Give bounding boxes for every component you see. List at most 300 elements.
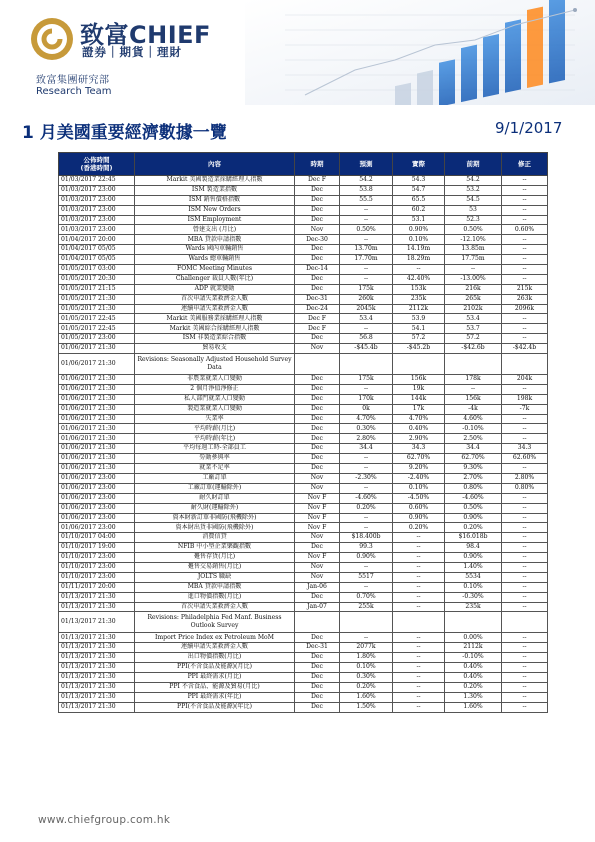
report-date: 9/1/2017 <box>495 119 563 137</box>
cell-revised: -$42.4b <box>502 344 548 354</box>
cell-revised: -- <box>502 702 548 712</box>
cell-content: 出口物價指數(月比) <box>135 653 295 663</box>
cell-revised: -- <box>502 185 548 195</box>
table-row <box>59 444 548 454</box>
table-row <box>59 672 548 682</box>
cell-period: Dec <box>295 404 340 414</box>
cell-content: PPI(不含食品及能源)(年比) <box>135 702 295 712</box>
cell-previous: 2.50% <box>445 434 502 444</box>
cell-actual: -- <box>393 562 445 572</box>
cell-period: Dec <box>295 245 340 255</box>
table-row <box>59 702 548 712</box>
cell-time: 01/13/2017 21:30 <box>59 633 135 643</box>
cell-actual: -2.40% <box>393 473 445 483</box>
cell-time: 01/05/2017 22:45 <box>59 314 135 324</box>
research-dept-cn: 致富集團研究部 <box>36 75 110 86</box>
cell-actual: 0.90% <box>393 513 445 523</box>
cell-period <box>295 354 340 375</box>
table-row <box>59 314 548 324</box>
table-row <box>59 235 548 245</box>
cell-time: 01/10/2017 23:00 <box>59 553 135 563</box>
table-header-row <box>59 153 548 176</box>
cell-previous <box>445 612 502 633</box>
cell-forecast: -- <box>340 483 393 493</box>
cell-period: Nov F <box>295 493 340 503</box>
cell-content: ISM 製造業指數 <box>135 185 295 195</box>
cell-content: 失業率 <box>135 414 295 424</box>
table-row <box>59 284 548 294</box>
cell-content: 連續申請失業救濟金人數 <box>135 643 295 653</box>
cell-forecast: 1.80% <box>340 653 393 663</box>
cell-forecast: 56.8 <box>340 334 393 344</box>
cell-content: Markit 美國製造業採購經理人指數 <box>135 176 295 186</box>
cell-forecast: 0.30% <box>340 424 393 434</box>
cell-actual: 57.2 <box>393 334 445 344</box>
cell-forecast: -- <box>340 324 393 334</box>
table-row <box>59 483 548 493</box>
cell-content: PPI 最終需求(年比) <box>135 692 295 702</box>
cell-previous: 9.30% <box>445 464 502 474</box>
cell-content: 就業不足率 <box>135 464 295 474</box>
cell-previous: -4k <box>445 404 502 414</box>
cell-time: 01/10/2017 23:00 <box>59 572 135 582</box>
cell-time: 01/13/2017 21:30 <box>59 653 135 663</box>
cell-actual: -- <box>393 543 445 553</box>
cell-content: 工廠訂單 <box>135 473 295 483</box>
cell-actual: 0.10% <box>393 235 445 245</box>
cell-content: 營建支出 (月比) <box>135 225 295 235</box>
cell-previous: 0.80% <box>445 483 502 493</box>
table-row <box>59 553 548 563</box>
cell-period: Dec F <box>295 314 340 324</box>
cell-actual: 14.19m <box>393 245 445 255</box>
page-title: 1 月美國重要經濟數據一覽 <box>22 123 227 143</box>
cell-forecast: 0k <box>340 404 393 414</box>
cell-forecast: -- <box>340 205 393 215</box>
cell-previous: 0.50% <box>445 225 502 235</box>
cell-forecast: -- <box>340 562 393 572</box>
cell-previous: 178k <box>445 375 502 385</box>
cell-revised: -- <box>502 265 548 275</box>
cell-forecast: 4.70% <box>340 414 393 424</box>
cell-revised: -- <box>502 384 548 394</box>
cell-time: 01/06/2017 21:30 <box>59 424 135 434</box>
header-banner <box>0 0 595 105</box>
cell-actual: -- <box>393 672 445 682</box>
cell-previous: 98.4 <box>445 543 502 553</box>
cell-previous: 0.50% <box>445 503 502 513</box>
cell-period: Nov F <box>295 503 340 513</box>
cell-forecast: 0.30% <box>340 672 393 682</box>
table-row <box>59 245 548 255</box>
cell-forecast: 55.5 <box>340 195 393 205</box>
cell-previous: 5534 <box>445 572 502 582</box>
cell-actual: 156k <box>393 375 445 385</box>
cell-content: 資本財新訂單非國防(飛機除外) <box>135 513 295 523</box>
cell-forecast <box>340 612 393 633</box>
cell-content: ISM New Orders <box>135 205 295 215</box>
cell-previous: 216k <box>445 284 502 294</box>
cell-actual: -- <box>393 692 445 702</box>
cell-revised: -- <box>502 533 548 543</box>
cell-previous: 156k <box>445 394 502 404</box>
cell-content: FOMC Meeting Minutes <box>135 265 295 275</box>
cell-previous: 62.70% <box>445 454 502 464</box>
cell-previous: 0.10% <box>445 582 502 592</box>
economic-data-table <box>58 152 548 713</box>
cell-time: 01/06/2017 21:30 <box>59 375 135 385</box>
cell-revised: 204k <box>502 375 548 385</box>
cell-revised: 62.60% <box>502 454 548 464</box>
cell-forecast: 54.2 <box>340 176 393 186</box>
cell-forecast: -- <box>340 384 393 394</box>
cell-content: 耐久財訂單 <box>135 493 295 503</box>
table-row <box>59 394 548 404</box>
cell-content: 2 個月淨值淨修正 <box>135 384 295 394</box>
table-row <box>59 176 548 186</box>
cell-time: 01/13/2017 21:30 <box>59 682 135 692</box>
table-row <box>59 454 548 464</box>
cell-forecast: -- <box>340 235 393 245</box>
cell-forecast <box>340 354 393 375</box>
cell-content: 躉售交易銷售(月比) <box>135 562 295 572</box>
cell-forecast: -- <box>340 523 393 533</box>
cell-revised: -- <box>502 633 548 643</box>
cell-actual: 53.1 <box>393 215 445 225</box>
col-header-previous: 前期 <box>445 153 502 176</box>
cell-content: ISM Employment <box>135 215 295 225</box>
cell-period: Dec <box>295 444 340 454</box>
cell-revised: -- <box>502 434 548 444</box>
cell-revised: -- <box>502 582 548 592</box>
cell-period: Dec-30 <box>295 235 340 245</box>
cell-revised: 198k <box>502 394 548 404</box>
cell-time: 01/05/2017 23:00 <box>59 334 135 344</box>
cell-revised: -- <box>502 176 548 186</box>
cell-period: Dec <box>295 375 340 385</box>
cell-period: Dec <box>295 702 340 712</box>
cell-period: Dec <box>295 284 340 294</box>
cell-revised: -- <box>502 235 548 245</box>
cell-period: Nov F <box>295 513 340 523</box>
cell-revised: -- <box>502 464 548 474</box>
cell-forecast: -- <box>340 464 393 474</box>
cell-content: 消費信貸 <box>135 533 295 543</box>
cell-time: 01/06/2017 21:30 <box>59 454 135 464</box>
cell-previous: 1.40% <box>445 562 502 572</box>
cell-content: ISM 銷售價格指數 <box>135 195 295 205</box>
cell-revised: -- <box>502 205 548 215</box>
cell-revised: 215k <box>502 284 548 294</box>
table-row <box>59 205 548 215</box>
cell-content: 私人部門就業人口變動 <box>135 394 295 404</box>
cell-content: Markit 美國服務業採購經理人指數 <box>135 314 295 324</box>
cell-actual <box>393 612 445 633</box>
col-header-period: 時期 <box>295 153 340 176</box>
table-row <box>59 643 548 653</box>
table-row <box>59 592 548 602</box>
cell-forecast: -- <box>340 582 393 592</box>
cell-revised: -7k <box>502 404 548 414</box>
cell-period: Dec F <box>295 324 340 334</box>
cell-previous: 54.5 <box>445 195 502 205</box>
cell-time: 01/06/2017 21:30 <box>59 464 135 474</box>
cell-time: 01/13/2017 21:30 <box>59 592 135 602</box>
cell-time: 01/10/2017 19:00 <box>59 543 135 553</box>
cell-time: 01/13/2017 21:30 <box>59 602 135 612</box>
cell-actual: -- <box>393 643 445 653</box>
cell-content: Revisions: Philadelphia Fed Manf. Business Outlook Survey <box>135 612 295 633</box>
cell-period: Dec <box>295 215 340 225</box>
research-dept-en: Research Team <box>36 86 112 97</box>
cell-actual: 0.20% <box>393 523 445 533</box>
cell-previous: -0.10% <box>445 653 502 663</box>
cell-revised: 0.60% <box>502 225 548 235</box>
cell-period: Dec F <box>295 176 340 186</box>
cell-content: Challenger 裁員人數(年比) <box>135 274 295 284</box>
cell-actual: -- <box>393 592 445 602</box>
cell-forecast: 1.60% <box>340 692 393 702</box>
table-row <box>59 294 548 304</box>
cell-previous: 17.75m <box>445 255 502 265</box>
table-row <box>59 523 548 533</box>
table-row <box>59 255 548 265</box>
cell-actual: 4.70% <box>393 414 445 424</box>
cell-content: 工廠訂單(運輸除外) <box>135 483 295 493</box>
cell-time: 01/11/2017 20:00 <box>59 582 135 592</box>
cell-actual: 0.40% <box>393 424 445 434</box>
table-row <box>59 274 548 284</box>
cell-forecast: 53.4 <box>340 314 393 324</box>
cell-actual: 0.10% <box>393 483 445 493</box>
cell-period: Nov <box>295 473 340 483</box>
table-row <box>59 424 548 434</box>
cell-actual: -- <box>393 265 445 275</box>
col-header-actual: 實際 <box>393 153 445 176</box>
cell-previous: 57.2 <box>445 334 502 344</box>
cell-forecast: 2077k <box>340 643 393 653</box>
cell-previous: $16.018b <box>445 533 502 543</box>
cell-time: 01/06/2017 21:30 <box>59 344 135 354</box>
cell-forecast: -- <box>340 454 393 464</box>
cell-forecast: $18.400b <box>340 533 393 543</box>
cell-forecast: 0.90% <box>340 553 393 563</box>
cell-actual: -- <box>393 633 445 643</box>
cell-revised: -- <box>502 245 548 255</box>
cell-previous: 53 <box>445 205 502 215</box>
economic-data-table-container <box>58 152 547 713</box>
cell-actual: 19k <box>393 384 445 394</box>
cell-content: PPI(不含食品及能源)(月比) <box>135 663 295 673</box>
cell-time: 01/13/2017 21:30 <box>59 702 135 712</box>
cell-revised: -- <box>502 424 548 434</box>
cell-time: 01/06/2017 21:30 <box>59 444 135 454</box>
cell-actual: 60.2 <box>393 205 445 215</box>
cell-content: 資本財出貨非國防(飛機除外) <box>135 523 295 533</box>
cell-previous: 235k <box>445 602 502 612</box>
cell-time: 01/03/2017 23:00 <box>59 205 135 215</box>
cell-period: Dec <box>295 543 340 553</box>
cell-time: 01/03/2017 23:00 <box>59 215 135 225</box>
cell-content: NFIB 中小型企業樂觀指數 <box>135 543 295 553</box>
cell-content: 連續申請失業救濟金人數 <box>135 304 295 314</box>
cell-time: 01/13/2017 21:30 <box>59 643 135 653</box>
cell-period: Nov F <box>295 553 340 563</box>
cell-actual: 0.60% <box>393 503 445 513</box>
cell-revised: -- <box>502 503 548 513</box>
cell-forecast: -- <box>340 513 393 523</box>
cell-actual: -- <box>393 533 445 543</box>
cell-time: 01/06/2017 21:30 <box>59 434 135 444</box>
cell-content: ADP 就業變動 <box>135 284 295 294</box>
cell-content: 平均時薪(年比) <box>135 434 295 444</box>
cell-content: 平均時薪(月比) <box>135 424 295 434</box>
cell-period: Nov <box>295 572 340 582</box>
cell-previous: -13.00% <box>445 274 502 284</box>
cell-actual: -- <box>393 582 445 592</box>
cell-actual: 0.90% <box>393 225 445 235</box>
table-row <box>59 692 548 702</box>
cell-previous: 265k <box>445 294 502 304</box>
cell-period: Dec <box>295 195 340 205</box>
cell-content: Revisions: Seasonally Adjusted Household Survey Data <box>135 354 295 375</box>
cell-content: Import Price Index ex Petroleum MoM <box>135 633 295 643</box>
cell-period: Dec <box>295 414 340 424</box>
cell-actual: 17k <box>393 404 445 414</box>
table-row <box>59 414 548 424</box>
cell-forecast: 17.70m <box>340 255 393 265</box>
cell-forecast: 0.70% <box>340 592 393 602</box>
cell-actual: -- <box>393 702 445 712</box>
cell-previous: 2.70% <box>445 473 502 483</box>
cell-actual: -- <box>393 663 445 673</box>
cell-forecast: 34.4 <box>340 444 393 454</box>
cell-actual: 9.20% <box>393 464 445 474</box>
cell-actual: 42.40% <box>393 274 445 284</box>
cell-actual: -$45.2b <box>393 344 445 354</box>
table-row <box>59 493 548 503</box>
cell-revised: -- <box>502 324 548 334</box>
cell-revised: -- <box>502 255 548 265</box>
cell-actual: 54.7 <box>393 185 445 195</box>
cell-time: 01/05/2017 21:30 <box>59 294 135 304</box>
cell-actual: 54.1 <box>393 324 445 334</box>
cell-revised: -- <box>502 592 548 602</box>
cell-actual: -- <box>393 572 445 582</box>
cell-time: 01/10/2017 23:00 <box>59 562 135 572</box>
cell-previous: 53.4 <box>445 314 502 324</box>
table-row <box>59 464 548 474</box>
cell-revised: -- <box>502 643 548 653</box>
table-row <box>59 533 548 543</box>
table-row <box>59 582 548 592</box>
cell-revised: -- <box>502 653 548 663</box>
cell-forecast: 2045k <box>340 304 393 314</box>
cell-forecast: 0.10% <box>340 663 393 673</box>
table-row <box>59 185 548 195</box>
cell-period <box>295 612 340 633</box>
cell-period: Nov <box>295 225 340 235</box>
cell-revised: 263k <box>502 294 548 304</box>
cell-previous: 0.40% <box>445 663 502 673</box>
cell-previous: 53.7 <box>445 324 502 334</box>
col-header-content: 內容 <box>135 153 295 176</box>
cell-time: 01/06/2017 23:00 <box>59 503 135 513</box>
cell-period: Dec-24 <box>295 304 340 314</box>
cell-time: 01/05/2017 21:15 <box>59 284 135 294</box>
cell-period: Nov F <box>295 523 340 533</box>
cell-forecast: 0.50% <box>340 225 393 235</box>
cell-period: Dec <box>295 274 340 284</box>
cell-revised: -- <box>502 672 548 682</box>
cell-forecast: 2.80% <box>340 434 393 444</box>
cell-period: Dec <box>295 424 340 434</box>
cell-revised: 34.3 <box>502 444 548 454</box>
cell-period: Dec <box>295 255 340 265</box>
cell-previous: 1.60% <box>445 702 502 712</box>
col-header-time-label: 公佈時間 (香港時間) <box>80 156 113 172</box>
cell-time: 01/03/2017 23:00 <box>59 185 135 195</box>
cell-actual: -- <box>393 653 445 663</box>
brand-name: 致富CHIEF <box>80 21 211 49</box>
cell-previous: -- <box>445 265 502 275</box>
table-row <box>59 473 548 483</box>
cell-period: Dec <box>295 663 340 673</box>
cell-revised: -- <box>502 692 548 702</box>
cell-actual: 144k <box>393 394 445 404</box>
cell-previous: 4.60% <box>445 414 502 424</box>
table-row <box>59 354 548 375</box>
table-body <box>59 176 548 713</box>
cell-period: Dec <box>295 672 340 682</box>
cell-content: 勞動參與率 <box>135 454 295 464</box>
table-row <box>59 503 548 513</box>
cell-time: 01/06/2017 21:30 <box>59 354 135 375</box>
cell-period: Dec <box>295 653 340 663</box>
cell-forecast: -4.60% <box>340 493 393 503</box>
cell-time: 01/03/2017 23:00 <box>59 195 135 205</box>
cell-time: 01/03/2017 22:45 <box>59 176 135 186</box>
cell-period: Nov <box>295 562 340 572</box>
cell-forecast: -- <box>340 633 393 643</box>
cell-revised: -- <box>502 572 548 582</box>
cell-previous: -12.10% <box>445 235 502 245</box>
cell-time: 01/13/2017 21:30 <box>59 692 135 702</box>
cell-period: Dec <box>295 185 340 195</box>
table-row <box>59 215 548 225</box>
cell-period: Dec-31 <box>295 643 340 653</box>
table-row <box>59 513 548 523</box>
cell-revised: -- <box>502 543 548 553</box>
cell-forecast: 53.8 <box>340 185 393 195</box>
cell-previous: 53.2 <box>445 185 502 195</box>
cell-period: Dec <box>295 334 340 344</box>
cell-forecast: -- <box>340 215 393 225</box>
table-row <box>59 682 548 692</box>
cell-content: 貿易收支 <box>135 344 295 354</box>
cell-previous: 0.40% <box>445 672 502 682</box>
cell-revised: 0.80% <box>502 483 548 493</box>
cell-previous: 13.85m <box>445 245 502 255</box>
cell-revised: -- <box>502 314 548 324</box>
cell-revised: -- <box>502 493 548 503</box>
table-row <box>59 265 548 275</box>
cell-period: Nov <box>295 483 340 493</box>
cell-actual: 53.9 <box>393 314 445 324</box>
cell-time: 01/13/2017 21:30 <box>59 672 135 682</box>
cell-content: ISM 非製造業綜合指數 <box>135 334 295 344</box>
cell-time: 01/06/2017 23:00 <box>59 513 135 523</box>
